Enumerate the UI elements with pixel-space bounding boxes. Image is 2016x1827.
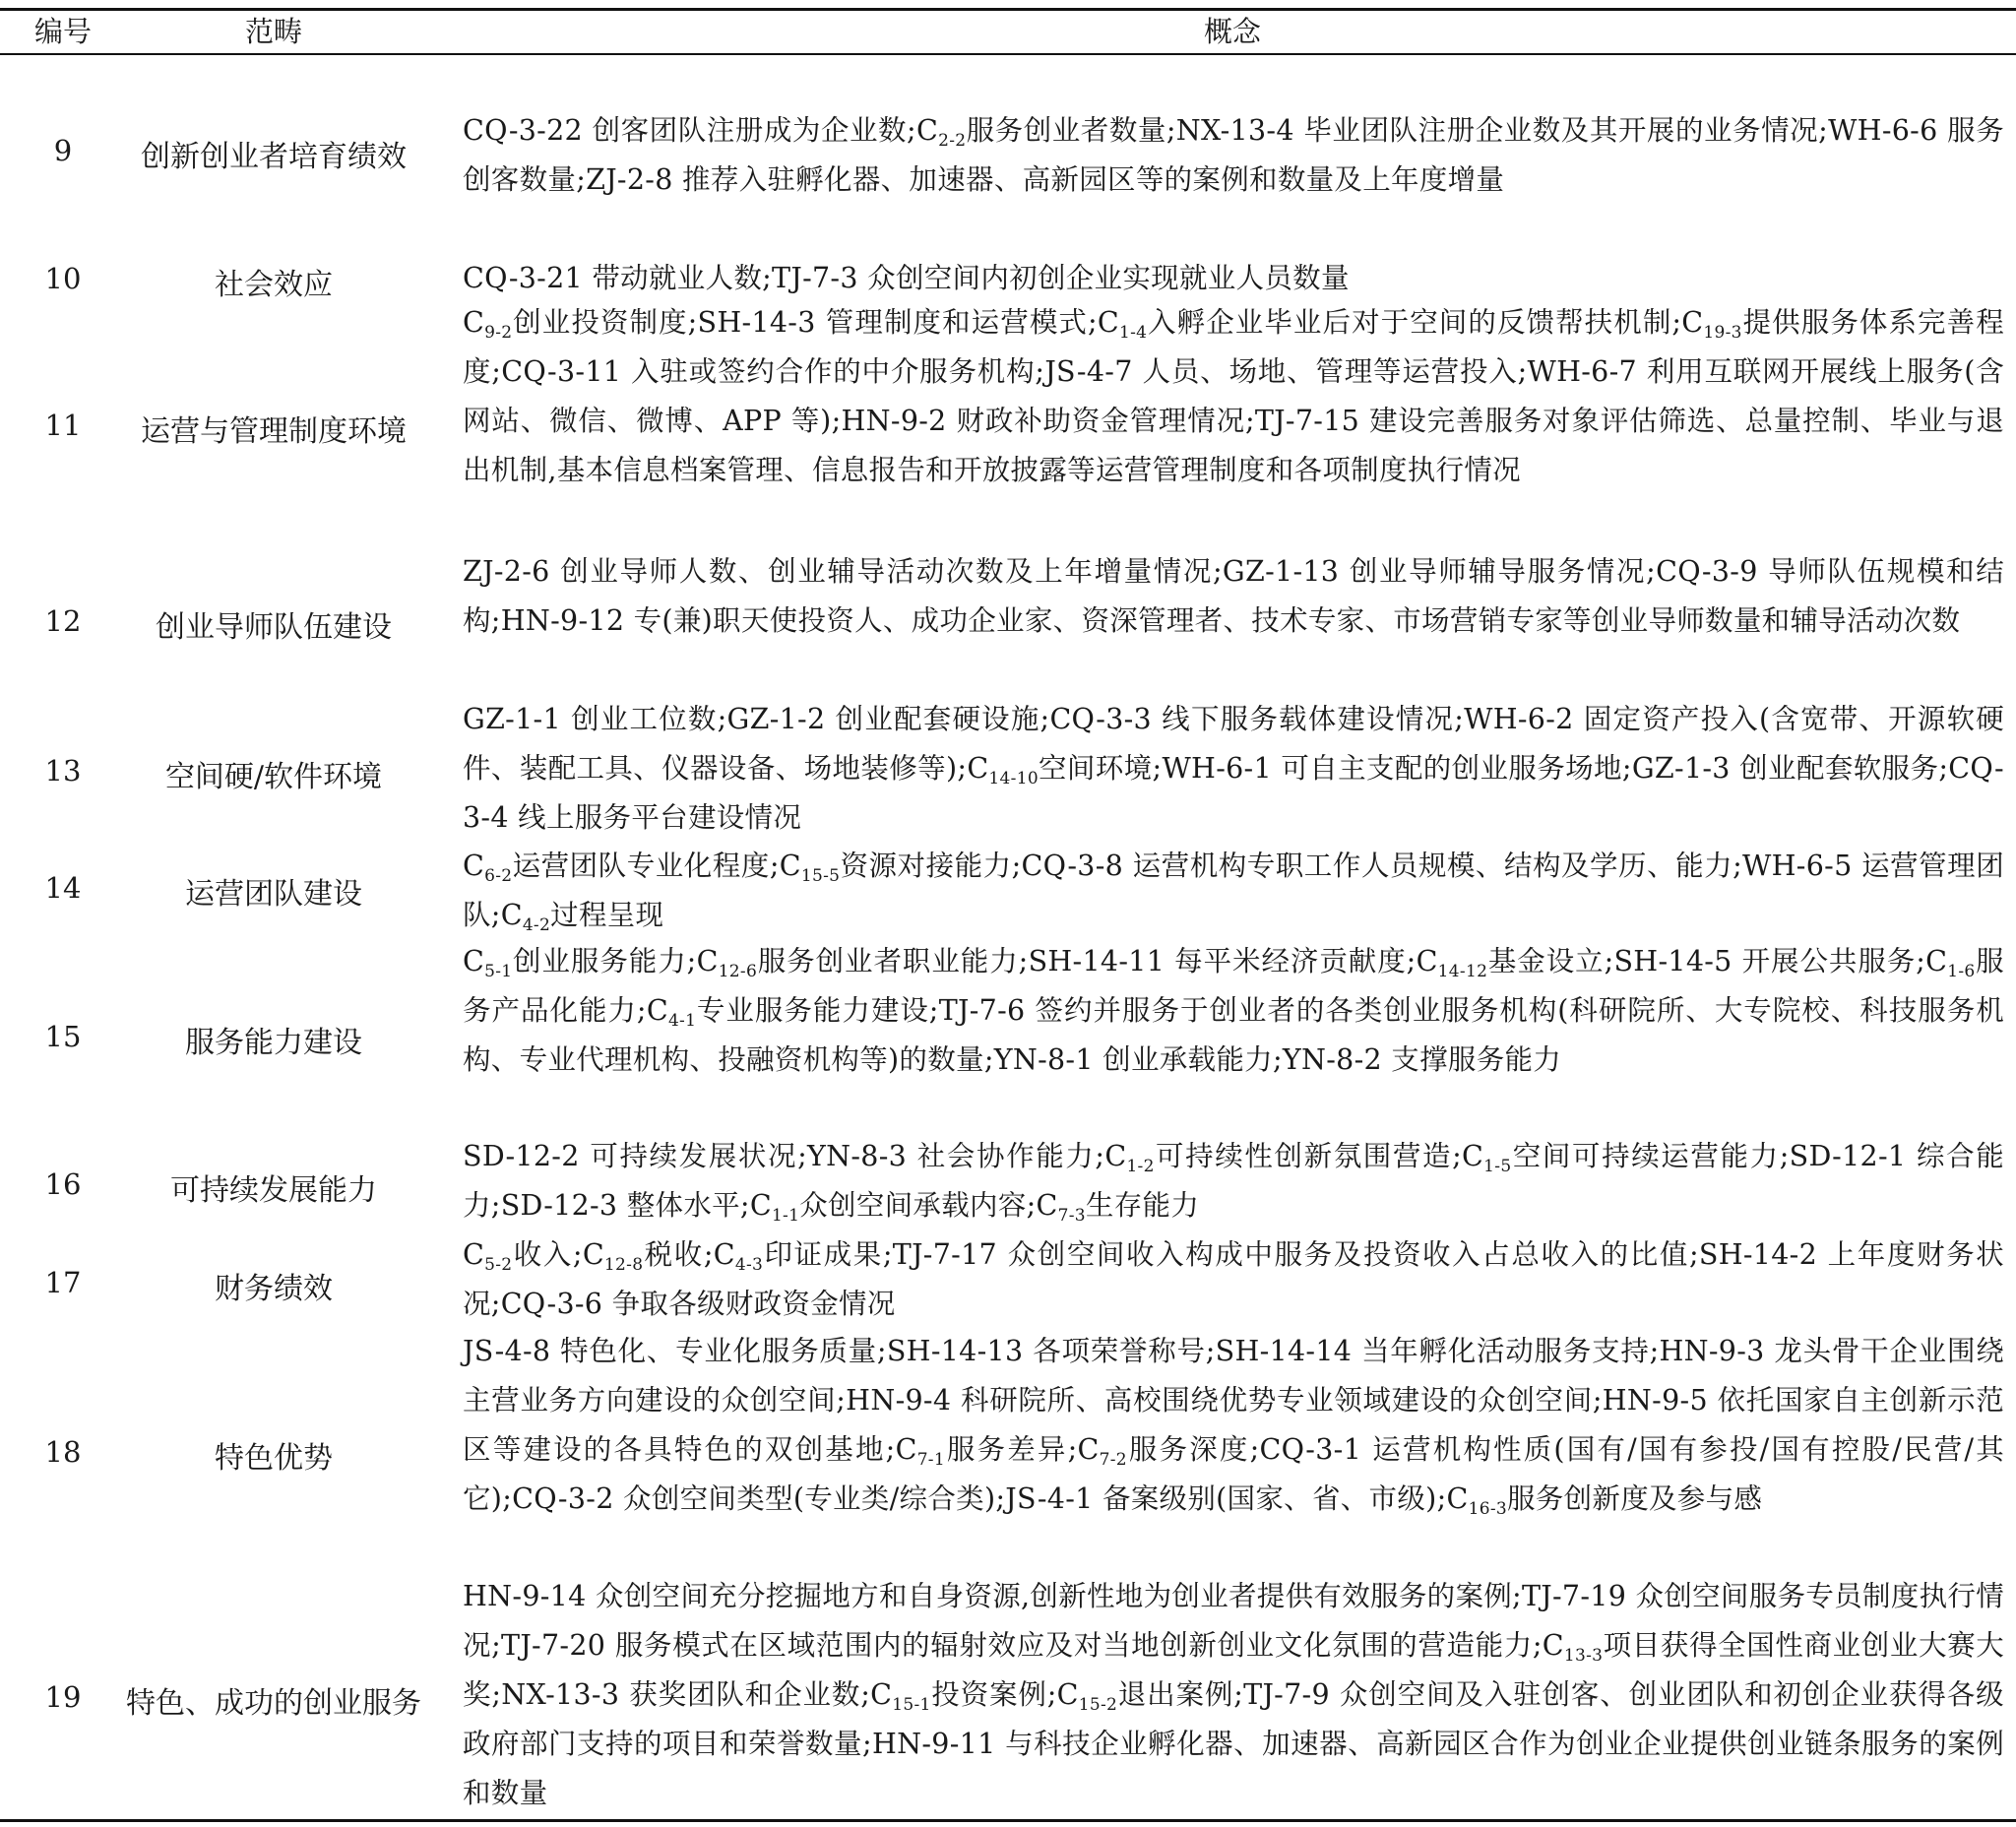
concept-code-subscript: 1-1: [771, 1206, 800, 1226]
table-row: [0, 298, 2016, 550]
concept-code-subscript: 13-3: [1563, 1646, 1604, 1666]
table-top-rule: [0, 8, 2016, 11]
row-concept: CQ-3-22 创客团队注册成为企业数$;C_{2-2}$服务创业者数量;NX-13-4 毕业团队注册企业数及其开展的业务情况;WH-6-6 服务创客数量;ZJ-2-8 推荐入驻孵化器、加速器、高新园区等的案例和数量及上年度增量: [463, 114, 2004, 196]
table-row: [0, 1572, 2016, 1818]
row-category: 创业导师队伍建设: [156, 610, 392, 645]
table-row: [0, 937, 2016, 1134]
concept-code-subscript: 1-4: [1118, 323, 1148, 343]
row-category: 空间硬/软件环境: [164, 760, 383, 794]
table-row: [0, 1327, 2016, 1573]
row-number: 16: [44, 1167, 82, 1201]
concept-code-subscript: 15-1: [892, 1695, 931, 1715]
row-number: 14: [44, 871, 82, 905]
row-concept: CQ-3-21 带动就业人数;TJ-7-3 众创空间内初创企业实现就业人员数量: [463, 262, 1350, 294]
row-category: 运营团队建设: [185, 877, 362, 912]
row-category: 特色优势: [215, 1441, 333, 1476]
row-number: 17: [44, 1266, 82, 1299]
concept-code-subscript: 5-1: [484, 962, 513, 981]
concept-code-subscript: 1-6: [1947, 962, 1976, 981]
table-row: [0, 842, 2016, 940]
concept-code-subscript: 15-5: [800, 866, 841, 886]
concept-code-subscript: 7-1: [916, 1450, 945, 1470]
concept-code-subscript: 19-3: [1703, 323, 1742, 343]
row-concept: ZJ-2-6 创业导师人数、创业辅导活动次数及上年增量情况;GZ-1-13 创业导师辅导服务情况;CQ-3-9 导师队伍规模和结构;HN-9-12 专(兼)职天使投资人、成功企业家、资深管理者、技术专家、市场营销专家等创业导师数量和辅导活动次数: [463, 555, 2004, 637]
table-row: [0, 254, 2016, 301]
concept-code-subscript: 1-2: [1126, 1157, 1155, 1176]
row-concept: $C_{5-1}$创业服务能力$;C_{12-6}$服务创业者职业能力;SH-14-11 每平米经济贡献度$;C_{14-12}$基金设立;SH-14-5 开展公共服务$;C_{1-6}$服务产品化能力$;C_{4-1}$专业服务能力建设;TJ-7-6 签约并服务于创业者的各类创业服务机构(科研院所、大专院校、科技服务机构、专业代理机构、投融资机构等)的数量;YN-8-1 创业承载能力;YN-8-2 支撑服务能力: [463, 945, 2004, 1076]
header-category: 范畴: [244, 15, 302, 48]
table-row: [0, 695, 2016, 843]
row-concept: $C_{5-2}$收入$;C_{12-8}$税收$;C_{4-3}$印证成果;TJ-7-17 众创空间收入构成中服务及投资收入占总收入的比值;SH-14-2 上年度财务状况;CQ-3-6 争取各级财政资金情况: [463, 1238, 2004, 1320]
concept-code-subscript: 9-2: [484, 323, 513, 343]
table-row: [0, 1230, 2016, 1329]
row-number: 13: [44, 754, 82, 788]
row-category: 服务能力建设: [185, 1026, 362, 1060]
row-concept: $C_{9-2}$创业投资制度;SH-14-3 管理制度和运营模式$;C_{1-4}$入孵企业毕业后对于空间的反馈帮扶机制$;C_{19-3}$提供服务体系完善程度;CQ-3-11 入驻或签约合作的中介服务机构;JS-4-7 人员、场地、管理等运营投入;WH-6-7 利用互联网开展线上服务(含网站、微信、微博、APP 等);HN-9-2 财政补助资金管理情况;TJ-7-15 建设完善服务对象评估筛选、总量控制、毕业与退出机制,基本信息档案管理、信息报告和开放披露等运营管理制度和各项制度执行情况: [463, 306, 2004, 486]
row-category: 运营与管理制度环境: [141, 414, 407, 449]
row-number: 15: [44, 1020, 82, 1053]
row-category: 可持续发展能力: [170, 1173, 377, 1208]
row-category: 社会效应: [215, 268, 333, 302]
row-category: 财务绩效: [215, 1272, 333, 1306]
table-row: [0, 106, 2016, 201]
row-number: 11: [44, 409, 82, 442]
row-concept: HN-9-14 众创空间充分挖掘地方和自身资源,创新性地为创业者提供有效服务的案例;TJ-7-19 众创空间服务专员制度执行情况;TJ-7-20 服务模式在区域范围内的辐射效应及对当地创新创业文化氛围的营造能力$;C_{13-3}$项目获得全国性商业创业大赛大奖;NX-13-3 获奖团队和企业数$;C_{15-1}$投资案例$;C_{15-2}$退出案例;TJ-7-9 众创空间及入驻创客、创业团队和初创企业获得各级政府部门支持的项目和荣誉数量;HN-9-11 与科技企业孵化器、加速器、高新园区合作为创业企业提供创业链条服务的案例和数量: [463, 1580, 2004, 1809]
row-concept: GZ-1-1 创业工位数;GZ-1-2 创业配套硬设施;CQ-3-3 线下服务载体建设情况;WH-6-2 固定资产投入(含宽带、开源软硬件、装配工具、仪器设备、场地装修等)$;C_{14-10}$空间环境;WH-6-1 可自主支配的创业服务场地;GZ-1-3 创业配套软服务;CQ-3-4 线上服务平台建设情况: [463, 703, 2004, 834]
concept-code-subscript: 4-3: [734, 1255, 764, 1275]
concept-code-subscript: 6-2: [484, 866, 513, 886]
table-header-rule: [0, 53, 2016, 55]
table-row: [0, 547, 2016, 695]
concept-code-subscript: 4-2: [522, 915, 551, 935]
concept-code-subscript: 15-2: [1078, 1695, 1118, 1715]
concept-code-subscript: 16-3: [1468, 1499, 1507, 1519]
row-number: 9: [53, 134, 73, 167]
row-category: 创新创业者培育绩效: [141, 140, 407, 174]
header-concept: 概念: [1203, 15, 1261, 48]
concept-code-subscript: 14-10: [988, 769, 1039, 788]
header-number: 编号: [33, 15, 92, 48]
concept-code-subscript: 12-6: [718, 962, 758, 981]
row-category: 特色、成功的创业服务: [126, 1686, 421, 1721]
table-row: [0, 1132, 2016, 1230]
table-bottom-rule: [0, 1819, 2016, 1822]
row-number: 10: [44, 262, 82, 295]
concept-code-subscript: 5-2: [484, 1255, 513, 1275]
concept-code-subscript: 14-12: [1437, 962, 1488, 981]
concept-code-subscript: 12-8: [603, 1255, 644, 1275]
row-number: 12: [44, 604, 82, 638]
row-concept: $C_{6-2}$运营团队专业化程度$;C_{15-5}$资源对接能力;CQ-3-8 运营机构专职工作人员规模、结构及学历、能力;WH-6-5 运营管理团队$;C_{4-2}$过程呈现: [463, 850, 2004, 935]
row-number: 18: [44, 1435, 82, 1469]
concept-code-subscript: 1-5: [1483, 1157, 1512, 1176]
concept-code-subscript: 2-2: [938, 131, 967, 151]
row-concept: JS-4-8 特色化、专业化服务质量;SH-14-13 各项荣誉称号;SH-14-14 当年孵化活动服务支持;HN-9-3 龙头骨干企业围绕主营业务方向建设的众创空间;HN-9-4 科研院所、高校围绕优势专业领域建设的众创空间;HN-9-5 依托国家自主创新示范区等建设的各具特色的双创基地$;C_{7-1}$服务差异$;C_{7-2}$服务深度;CQ-3-1 运营机构性质(国有/国有参投/国有控股/民营/其它);CQ-3-2 众创空间类型(专业类/综合类);JS-4-1 备案级别(国家、省、市级)$;C_{16-3}$服务创新度及参与感: [463, 1335, 2004, 1519]
row-number: 19: [44, 1680, 82, 1714]
concept-code-subscript: 7-3: [1057, 1206, 1086, 1226]
row-concept: SD-12-2 可持续发展状况;YN-8-3 社会协作能力$;C_{1-2}$可持续性创新氛围营造$;C_{1-5}$空间可持续运营能力;SD-12-1 综合能力;SD-12-3 整体水平$;C_{1-1}$众创空间承载内容$;C_{7-3}$生存能力: [463, 1140, 2004, 1226]
concept-code-subscript: 4-1: [667, 1011, 697, 1031]
concept-code-subscript: 7-2: [1099, 1450, 1127, 1470]
